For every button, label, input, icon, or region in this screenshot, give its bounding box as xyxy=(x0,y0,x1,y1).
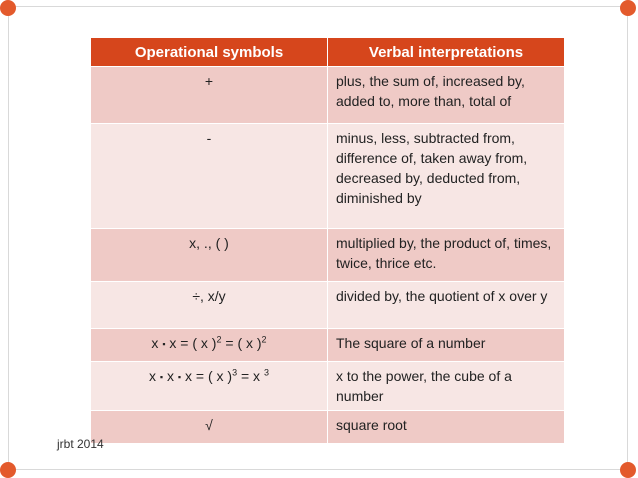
corner-dot-top-right xyxy=(620,0,636,16)
corner-dot-bottom-right xyxy=(620,462,636,478)
symbol-cell: + xyxy=(91,67,328,124)
table-row xyxy=(91,329,565,362)
table-row xyxy=(91,411,565,444)
verbal-cell: square root xyxy=(328,411,565,444)
corner-dot-top-left xyxy=(0,0,16,16)
verbal-cell: plus, the sum of, increased by, added to, more than, total of xyxy=(328,67,565,124)
table-header-row xyxy=(91,38,565,67)
header-operational-symbols: Operational symbols xyxy=(91,38,328,67)
footer-credit: jrbt 2014 xyxy=(57,437,104,451)
corner-dot-bottom-left xyxy=(0,462,16,478)
symbol-cell: √ xyxy=(91,411,328,444)
operations-table xyxy=(90,37,565,444)
table-row xyxy=(91,67,565,124)
verbal-cell: The square of a number xyxy=(328,329,565,362)
symbol-cell: - xyxy=(91,124,328,229)
verbal-cell: divided by, the quotient of x over y xyxy=(328,282,565,329)
symbol-cell: ÷, x/y xyxy=(91,282,328,329)
table-row xyxy=(91,229,565,282)
table-row xyxy=(91,124,565,229)
verbal-cell: multiplied by, the product of, times, twice, thrice etc. xyxy=(328,229,565,282)
verbal-cell: x to the power, the cube of a number xyxy=(328,362,565,411)
table-row xyxy=(91,362,565,411)
symbol-cell: x, ., ( ) xyxy=(91,229,328,282)
symbol-cell-cube: x ▪ x ▪ x = ( x )$^3$ = x $^3$ xyxy=(91,362,328,411)
symbol-cell-square: x ▪ x = ( x )$^2$ = ( x )$^2$ xyxy=(91,329,328,362)
table-row xyxy=(91,282,565,329)
verbal-cell: minus, less, subtracted from, difference of, taken away from, decreased by, deducted from, diminished by xyxy=(328,124,565,229)
header-verbal-interpretations: Verbal interpretations xyxy=(328,38,565,67)
